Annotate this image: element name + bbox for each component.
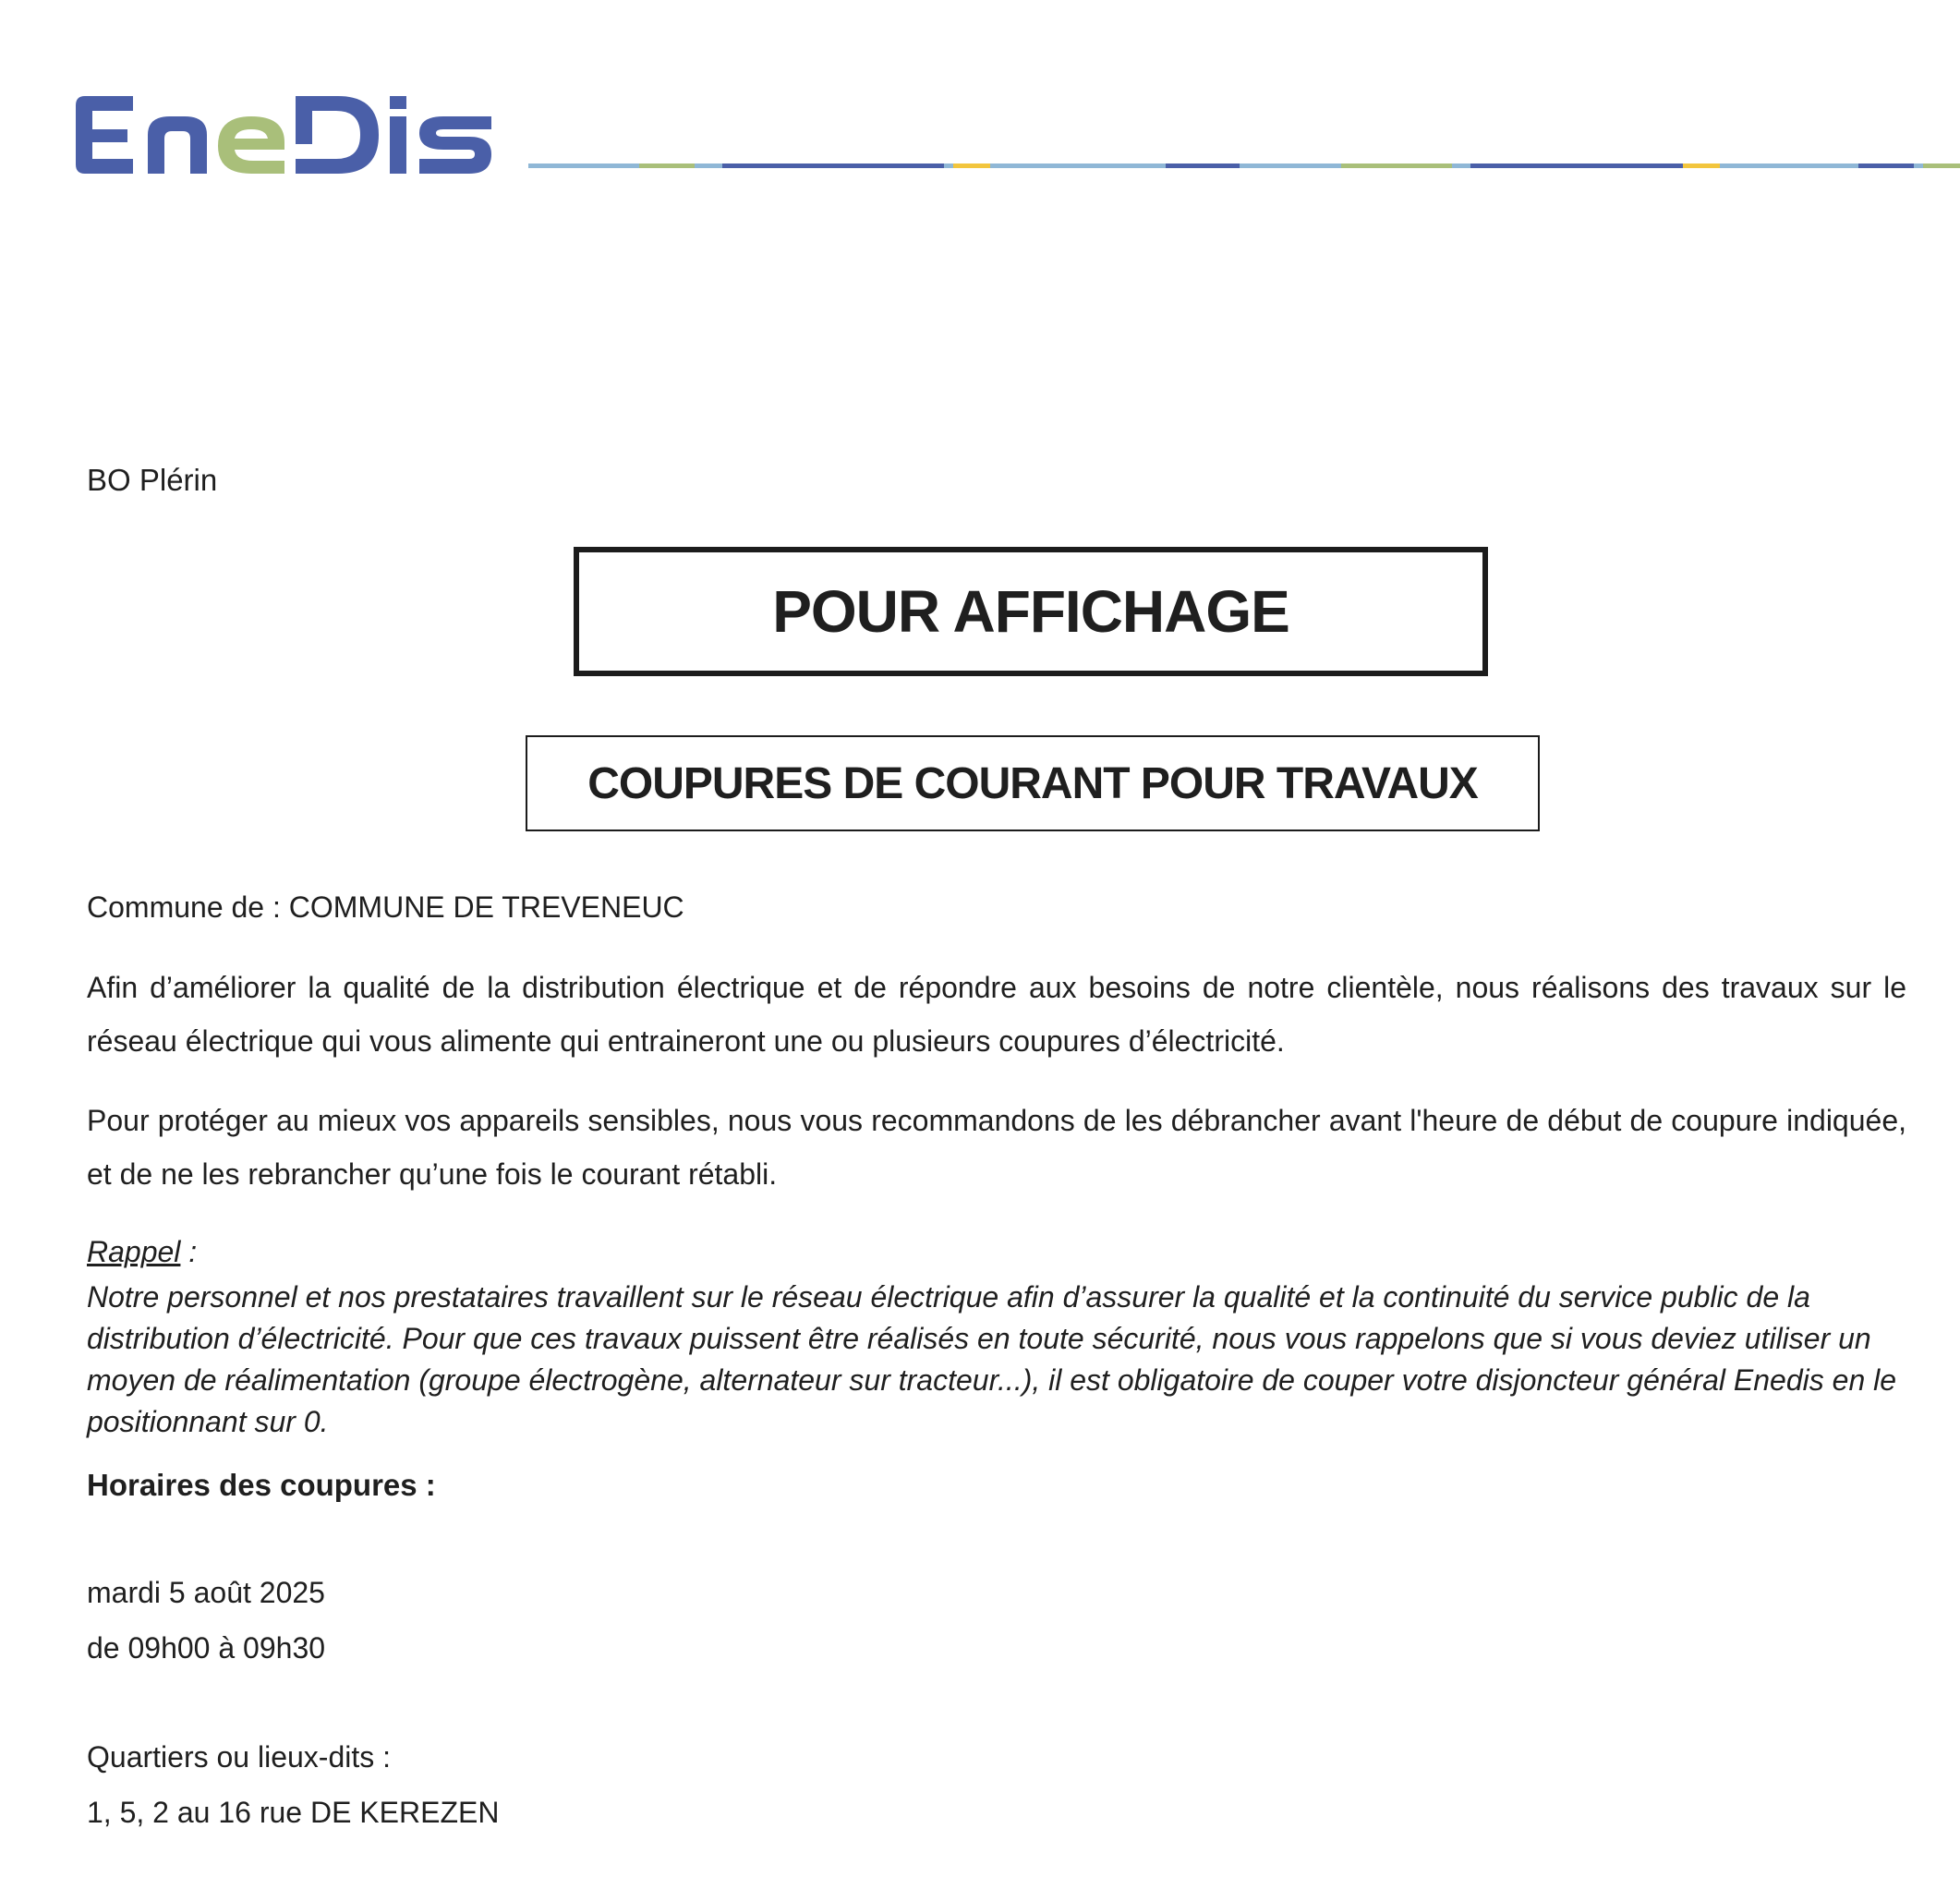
advice-paragraph: Pour protéger au mieux vos appareils sensibles, nous vous recommandons de les débrancher avant l'heure de début de coupure indiquée, et de ne les rebrancher qu’une fois le courant rétabli.: [87, 1104, 1906, 1191]
schedule-heading: Horaires des coupures :: [87, 1468, 436, 1502]
rappel-colon: :: [180, 1235, 198, 1268]
enedis-logo: [70, 89, 495, 181]
rappel-heading: [87, 1232, 197, 1271]
location-heading: Quartiers ou lieux-dits :: [87, 1740, 392, 1774]
notice-title-box: [574, 547, 1488, 676]
notice-title: POUR AFFICHAGE: [772, 578, 1289, 645]
commune-line: Commune de : COMMUNE DE TREVENEUC: [87, 890, 684, 924]
header-divider-graphic: [528, 163, 1960, 169]
header-divider-line: [528, 163, 1960, 169]
rappel-text: Notre personnel et nos prestataires travaillent sur le réseau électrique afin d’assurer la qualité et la continuité du service public de la distribution d’électricité. Pour que ces travaux puissent être réalisés en toute sécurité, nous vous rappelons que si vous deviez utiliser un moyen de réalimentation (groupe électrogène, alternateur sur tracteur...), il est obligatoire de couper votre disjoncteur général Enedis en le positionnant sur 0.: [87, 1280, 1897, 1438]
intro-paragraph: Afin d’améliorer la qualité de la distribution électrique et de répondre aux besoins de notre clientèle, nous réalisons des travaux sur le réseau électrique qui vous alimente qui entraineront une ou plusieurs coupures d’électricité.: [87, 971, 1906, 1058]
enedis-logo-graphic: [70, 89, 495, 181]
location-value: 1, 5, 2 au 16 rue DE KEREZEN: [87, 1796, 500, 1829]
outage-date: mardi 5 août 2025: [87, 1576, 325, 1609]
notice-subtitle-box: [526, 735, 1540, 831]
notice-subtitle: COUPURES DE COURANT POUR TRAVAUX: [587, 758, 1478, 808]
outage-time: de 09h00 à 09h30: [87, 1631, 326, 1665]
sender-office: BO Plérin: [87, 463, 218, 497]
rappel-label: Rappel: [87, 1235, 181, 1268]
